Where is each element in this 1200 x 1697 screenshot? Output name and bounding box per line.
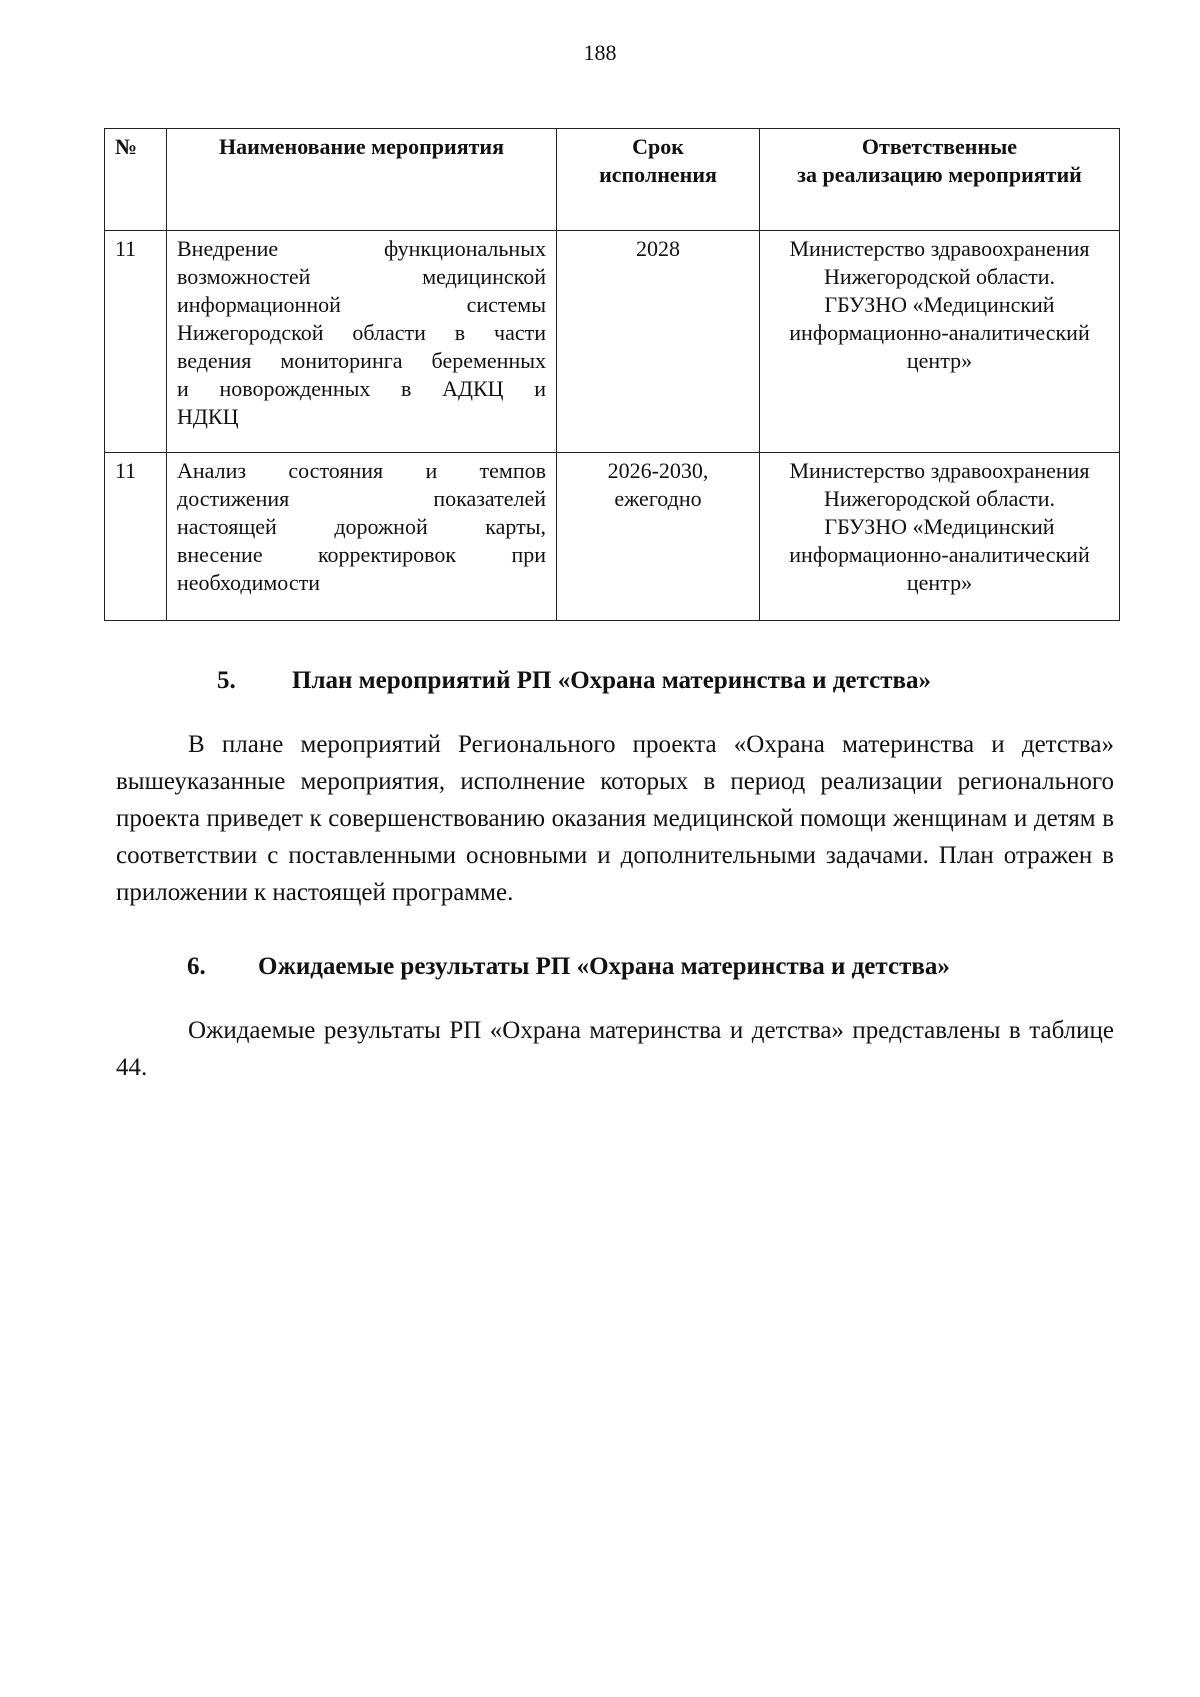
name-line: Анализ состояния и темпов <box>177 458 546 483</box>
resp-line: ГБУЗНО «Медицинский <box>824 514 1055 539</box>
row-responsible <box>760 453 1120 621</box>
row-activity-name <box>167 453 557 621</box>
header-deadline-line2: исполнения <box>599 162 717 187</box>
row-number: 11 <box>105 453 167 621</box>
header-responsible <box>760 129 1120 231</box>
term-line: ежегодно <box>614 486 702 511</box>
header-activity-name: Наименование мероприятия <box>167 129 557 231</box>
resp-line: Нижегородской области. <box>823 264 1056 289</box>
page-number: 188 <box>583 40 617 65</box>
name-line: и новорожденных в АДКЦ и <box>177 376 546 401</box>
name-line: возможностей медицинской <box>177 264 546 289</box>
name-line: информационной системы <box>177 292 546 317</box>
table-row <box>105 231 1120 453</box>
section-5-paragraph: В плане мероприятий Регионального проекта «Охрана материнства и детства» вышеуказанные мероприятия, исполнение которых в период реализации регионального проекта приведет к совершенствованию оказания медицинской помощи женщинам и детям в соответствии с поставленными основными и дополнительными задачами. План отражен в приложении к настоящей программе. <box>116 731 1114 906</box>
resp-line: ГБУЗНО «Медицинский <box>824 292 1055 317</box>
section-6-number: 6. <box>187 953 206 980</box>
resp-line: информационно-аналитический <box>789 320 1090 345</box>
resp-line: центр» <box>906 570 973 595</box>
header-deadline <box>557 129 760 231</box>
section-6-paragraph: Ожидаемые результаты РП «Охрана материнства и детства» представлены в таблице 44. <box>116 1017 1114 1081</box>
table-header-row <box>105 129 1120 231</box>
resp-line: информационно-аналитический <box>789 542 1090 567</box>
resp-line: Нижегородской области. <box>823 486 1056 511</box>
name-line: настоящей дорожной карты, <box>177 514 546 539</box>
resp-line: Министерство здравоохранения <box>789 236 1090 261</box>
name-line: НДКЦ <box>177 404 239 429</box>
table-row <box>105 453 1120 621</box>
activities-table <box>104 128 1120 621</box>
header-number: № <box>105 129 167 231</box>
name-line: Нижегородской области в части <box>177 320 546 345</box>
row-deadline <box>557 231 760 453</box>
row-responsible <box>760 231 1120 453</box>
name-line: ведения мониторинга беременных <box>177 348 546 373</box>
row-deadline <box>557 453 760 621</box>
resp-line: Министерство здравоохранения <box>789 458 1090 483</box>
name-line: необходимости <box>177 570 321 595</box>
header-responsible-line1: Ответственные <box>861 134 1018 159</box>
name-line: внесение корректировок при <box>177 542 546 567</box>
term-line: 2028 <box>636 236 680 261</box>
section-5-number: 5. <box>217 667 236 694</box>
term-line: 2026-2030, <box>607 458 709 483</box>
name-line: достижения показателей <box>177 486 546 511</box>
resp-line: центр» <box>906 348 973 373</box>
header-responsible-line2: за реализацию мероприятий <box>797 162 1082 187</box>
row-number: 11 <box>105 231 167 453</box>
name-line: Внедрение функциональных <box>177 236 546 261</box>
section-6-title: Ожидаемые результаты РП «Охрана материнства и детства» <box>258 953 950 980</box>
section-5-title: План мероприятий РП «Охрана материнства и детства» <box>292 667 931 694</box>
row-activity-name <box>167 231 557 453</box>
header-deadline-line1: Срок <box>632 134 684 159</box>
